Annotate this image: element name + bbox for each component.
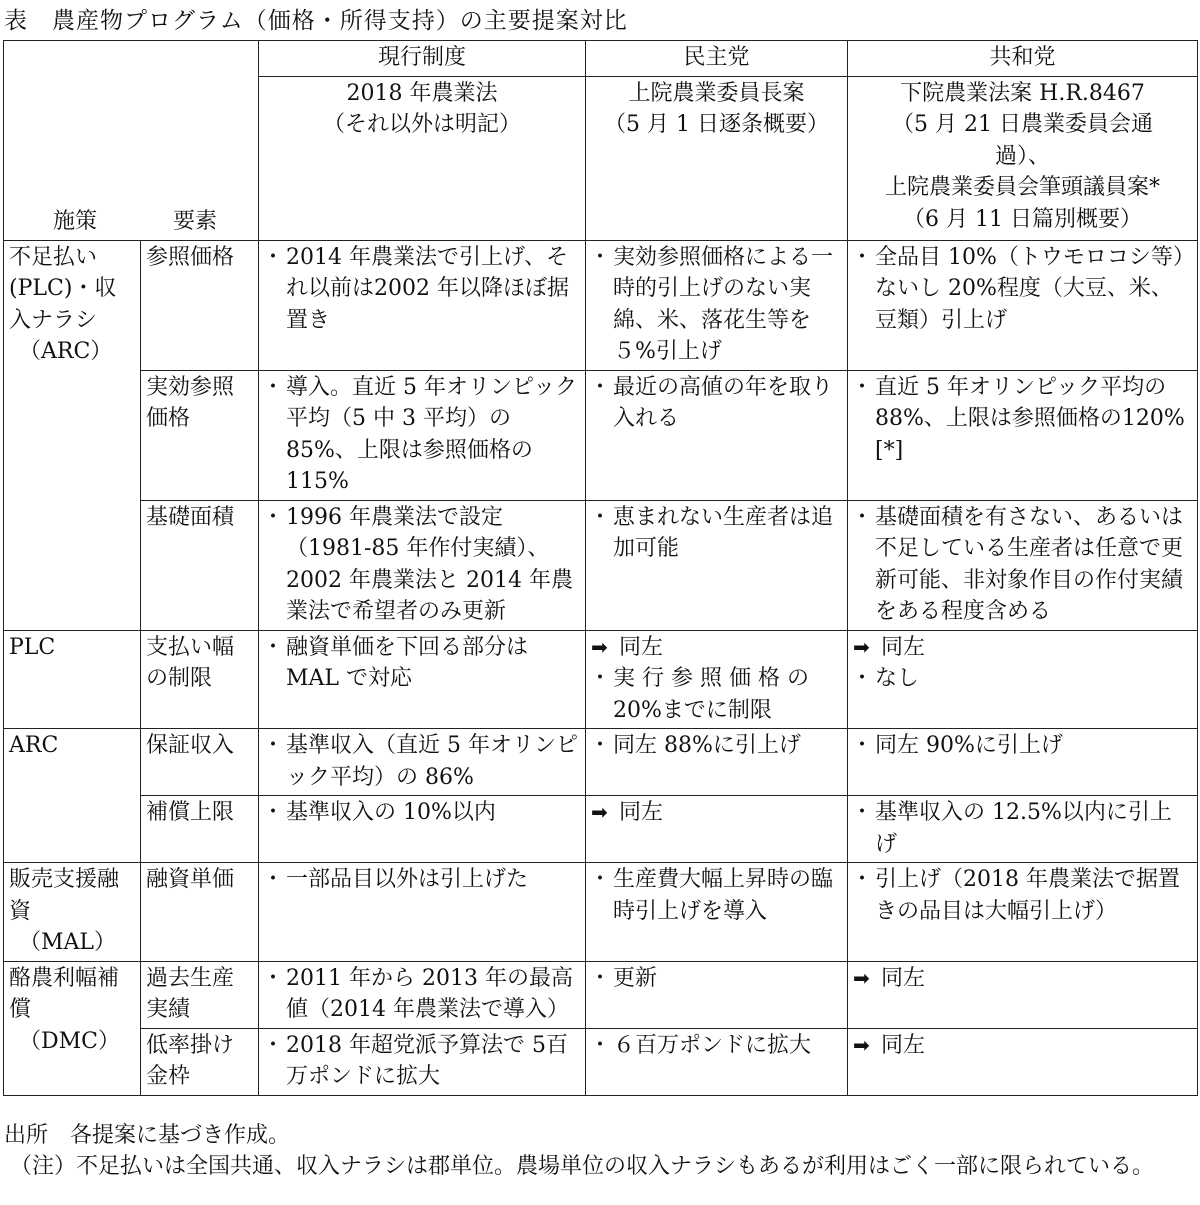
bullet-list (591, 797, 842, 829)
bullet-continuation: （1981-85 年作付実績）、2002 年農業法と 2014 年農業法で希望者のみ更新 (286, 536, 573, 624)
bullet-list (264, 797, 580, 829)
bullet-list (591, 730, 842, 762)
element-cell: 保証収入 (141, 729, 259, 796)
bullet-list (853, 1030, 1192, 1062)
current-cell (259, 630, 586, 729)
bullet-item (591, 242, 842, 368)
bullet-list (264, 1030, 580, 1093)
bullet-text: 同左 (881, 634, 926, 660)
column-subheader-line: 過）、 (994, 143, 1050, 169)
democrat-cell (586, 240, 848, 370)
policy-cell (4, 961, 141, 1095)
arrow-item (591, 797, 842, 829)
column-subheader-line: 下院農業法案 H.R.8467 (900, 80, 1145, 106)
element-header: 要素 (173, 209, 218, 234)
republican-cell (848, 961, 1198, 1028)
bullet-item (264, 864, 580, 896)
current-cell (259, 240, 586, 370)
bullet-text: 2014 年農業法で引上げ、それ以前は2002 年以降ほぼ据置き (286, 244, 569, 333)
policy-line: ARC (9, 733, 59, 758)
bullet-item (853, 372, 1192, 467)
column-subheader-line: 2018 年農業法 (346, 80, 498, 106)
column-subheader-line: （5 月 21 日農業委員会通 (892, 112, 1153, 137)
democrat-cell (586, 796, 848, 863)
policy-line: （MAL） (19, 930, 117, 955)
policy-line: 酪農利幅補 (9, 965, 120, 991)
bullet-item (264, 632, 580, 695)
democrat-cell (586, 1028, 848, 1095)
policy-cell (4, 729, 141, 863)
element-cell: 参照価格 (141, 240, 259, 370)
policy-line: 入ナラシ (9, 307, 98, 333)
current-cell (259, 370, 586, 500)
table-row (4, 1028, 1198, 1095)
current-cell (259, 500, 586, 630)
column-header: 民主党 (586, 41, 848, 77)
policy-line: 販売支援融 (9, 867, 120, 892)
element-cell: 補償上限 (141, 796, 259, 863)
bullet-item (853, 797, 1192, 860)
bullet-list (591, 242, 842, 368)
source-note: 出所 各提案に基づき作成。 (4, 1123, 291, 1148)
democrat-cell (586, 863, 848, 962)
bullet-list (853, 797, 1192, 860)
element-cell: 低率掛け金枠 (141, 1028, 259, 1095)
policy-line: 資 (9, 898, 32, 924)
bullet-item (264, 242, 580, 337)
column-header: 現行制度 (259, 41, 586, 77)
bullet-text: 2011 年から 2013 年の最高値（2014 年農業法で導入） (286, 965, 573, 1022)
republican-cell (848, 240, 1198, 370)
bullet-item (591, 864, 842, 927)
bullet-item (591, 963, 842, 995)
policy-cell (4, 630, 141, 729)
bullet-text: 引上げ（2018 年農業法で据置きの品目は大幅引上げ） (875, 867, 1180, 924)
bullet-item (853, 864, 1192, 927)
bullet-item (264, 797, 580, 829)
bullet-text: 最近の高値の年を取り入れる (613, 374, 834, 431)
republican-cell (848, 370, 1198, 500)
bullet-item (264, 963, 580, 1026)
bullet-list (853, 864, 1192, 927)
bullet-text: 同左 (881, 1032, 926, 1058)
policy-cell (4, 863, 141, 962)
bullet-text: 基礎面積を有さない、あるいは不足している生産者は任意で更新可能、非対象作目の作付実績をある程度含める (875, 504, 1184, 624)
column-subheader-line: 上院農業委員会筆頭議員案* (884, 175, 1160, 200)
current-cell (259, 961, 586, 1028)
footnotes (4, 1120, 1194, 1182)
bullet-text: 実効参照価格による一時的引上げのない実綿、米、落花生等を５%引上げ (613, 244, 834, 364)
bullet-list (853, 372, 1192, 467)
arrow-item (853, 963, 1192, 995)
bullet-list (264, 502, 580, 628)
bullet-list (591, 963, 842, 995)
bullet-text: 2018 年超党派予算法で 5百万ポンドに拡大 (286, 1032, 568, 1089)
bullet-text: 基準収入（直近 5 年オリンピック平均）の 86% (286, 733, 578, 790)
comparison-table (3, 40, 1198, 1096)
bullet-text: 直近 5 年オリンピック平均の 88%、上限は参照価格の120%[*] (875, 374, 1185, 463)
bullet-text: 生産費大幅上昇時の臨時引上げを導入 (613, 867, 834, 924)
bullet-text: 全品目 10%（トウモロコシ等）ないし 20%程度（大豆、米、豆類）引上げ (875, 244, 1184, 333)
bullet-item (264, 372, 580, 498)
element-cell: 過去生産実績 (141, 961, 259, 1028)
column-subheader-line: （6 月 11 日篇別概要） (903, 206, 1142, 232)
bullet-item (853, 663, 1192, 695)
table-row (4, 240, 1198, 370)
policy-header: 施策 (53, 209, 98, 234)
bullet-text: 同左 (881, 965, 926, 991)
current-cell (259, 796, 586, 863)
arrow-item (853, 1030, 1192, 1062)
bullet-text: 同左 88%に引上げ (613, 733, 801, 758)
policy-line: （DMC） (19, 1028, 120, 1054)
republican-cell (848, 796, 1198, 863)
policy-line: (PLC)・収 (9, 276, 117, 301)
table-row (4, 729, 1198, 796)
current-cell (259, 729, 586, 796)
republican-cell (848, 500, 1198, 630)
bullet-list (264, 632, 580, 695)
column-subheader-line: （5 月 1 日逐条概要） (604, 112, 829, 137)
bullet-list (591, 372, 842, 435)
democrat-cell (586, 370, 848, 500)
column-subheader (586, 76, 848, 240)
bullet-item (264, 730, 580, 793)
current-cell (259, 863, 586, 962)
democrat-cell (586, 500, 848, 630)
bullet-list (853, 502, 1192, 628)
bullet-text: 1996 年農業法で設定 (286, 504, 503, 530)
element-cell: 基礎面積 (141, 500, 259, 630)
bullet-list (591, 502, 842, 565)
bullet-list (853, 242, 1192, 337)
column-subheader (848, 76, 1198, 240)
bullet-text: なし (875, 666, 920, 691)
republican-cell (848, 630, 1198, 729)
bullet-item (264, 1030, 580, 1093)
republican-cell (848, 729, 1198, 796)
bullet-text: ６百万ポンドに拡大 (613, 1032, 812, 1058)
bullet-text: 基準収入の 10%以内 (286, 800, 496, 825)
bullet-text: 実 行 参 照 価 格 の20%までに制限 (613, 666, 809, 723)
current-cell (259, 1028, 586, 1095)
table-row (4, 630, 1198, 729)
bullet-list (591, 1030, 842, 1062)
column-header: 共和党 (848, 41, 1198, 77)
arrow-item (591, 632, 842, 664)
bullet-list (264, 963, 580, 1026)
policy-cell (4, 240, 141, 630)
policy-line: PLC (9, 634, 56, 660)
bullet-item (853, 242, 1192, 337)
bullet-text: 同左 90%に引上げ (875, 733, 1063, 758)
bullet-item (591, 1030, 842, 1062)
header-row (4, 41, 1198, 77)
democrat-cell (586, 961, 848, 1028)
bullet-list (264, 730, 580, 793)
republican-cell (848, 1028, 1198, 1095)
table-row (4, 863, 1198, 962)
bullet-list (264, 864, 580, 896)
bullet-list (853, 730, 1192, 762)
bullet-list (264, 372, 580, 498)
header-corner (4, 41, 259, 241)
policy-line: 不足払い (9, 244, 98, 270)
bullet-text: 融資単価を下回る部分はMAL で対応 (286, 634, 529, 691)
bullet-text: 基準収入の 12.5%以内に引上げ (875, 800, 1172, 857)
table-row (4, 796, 1198, 863)
table-row (4, 961, 1198, 1028)
bullet-list (591, 632, 842, 727)
table-row (4, 370, 1198, 500)
policy-line: 償 (9, 997, 32, 1022)
bullet-text: 更新 (613, 965, 658, 991)
bullet-text: 同左 (619, 634, 664, 660)
column-subheader-line: 上院農業委員長案 (628, 80, 805, 106)
element-cell: 融資単価 (141, 863, 259, 962)
column-subheader (259, 76, 586, 240)
table-row (4, 500, 1198, 630)
annotation-note: （注）不足払いは全国共通、収入ナラシは郡単位。農場単位の収入ナラシもあるが利用はごく一部に限られている。 (10, 1154, 1155, 1179)
bullet-list (853, 632, 1192, 695)
bullet-item (853, 502, 1192, 628)
democrat-cell (586, 630, 848, 729)
bullet-item (591, 730, 842, 762)
bullet-text: 一部品目以外は引上げた (286, 867, 529, 892)
bullet-item (591, 663, 842, 726)
element-cell: 実効参照価格 (141, 370, 259, 500)
bullet-item (853, 730, 1192, 762)
bullet-text: 同左 (619, 800, 664, 825)
republican-cell (848, 863, 1198, 962)
bullet-text: 恵まれない生産者は追加可能 (613, 504, 834, 561)
policy-line: （ARC） (19, 339, 113, 364)
bullet-list (853, 963, 1192, 995)
bullet-list (264, 242, 580, 337)
bullet-item (264, 502, 580, 628)
democrat-cell (586, 729, 848, 796)
bullet-item (591, 502, 842, 565)
column-subheader-line: （それ以外は明記） (322, 112, 521, 137)
element-cell: 支払い幅の制限 (141, 630, 259, 729)
arrow-item (853, 632, 1192, 664)
bullet-text: 導入。直近 5 年オリンピック平均（5 中 3 平均）の 85%、上限は参照価格の115% (286, 374, 578, 494)
bullet-list (591, 864, 842, 927)
bullet-item (591, 372, 842, 435)
table-title: 表 農産物プログラム（価格・所得支持）の主要提案対比 (4, 8, 628, 34)
